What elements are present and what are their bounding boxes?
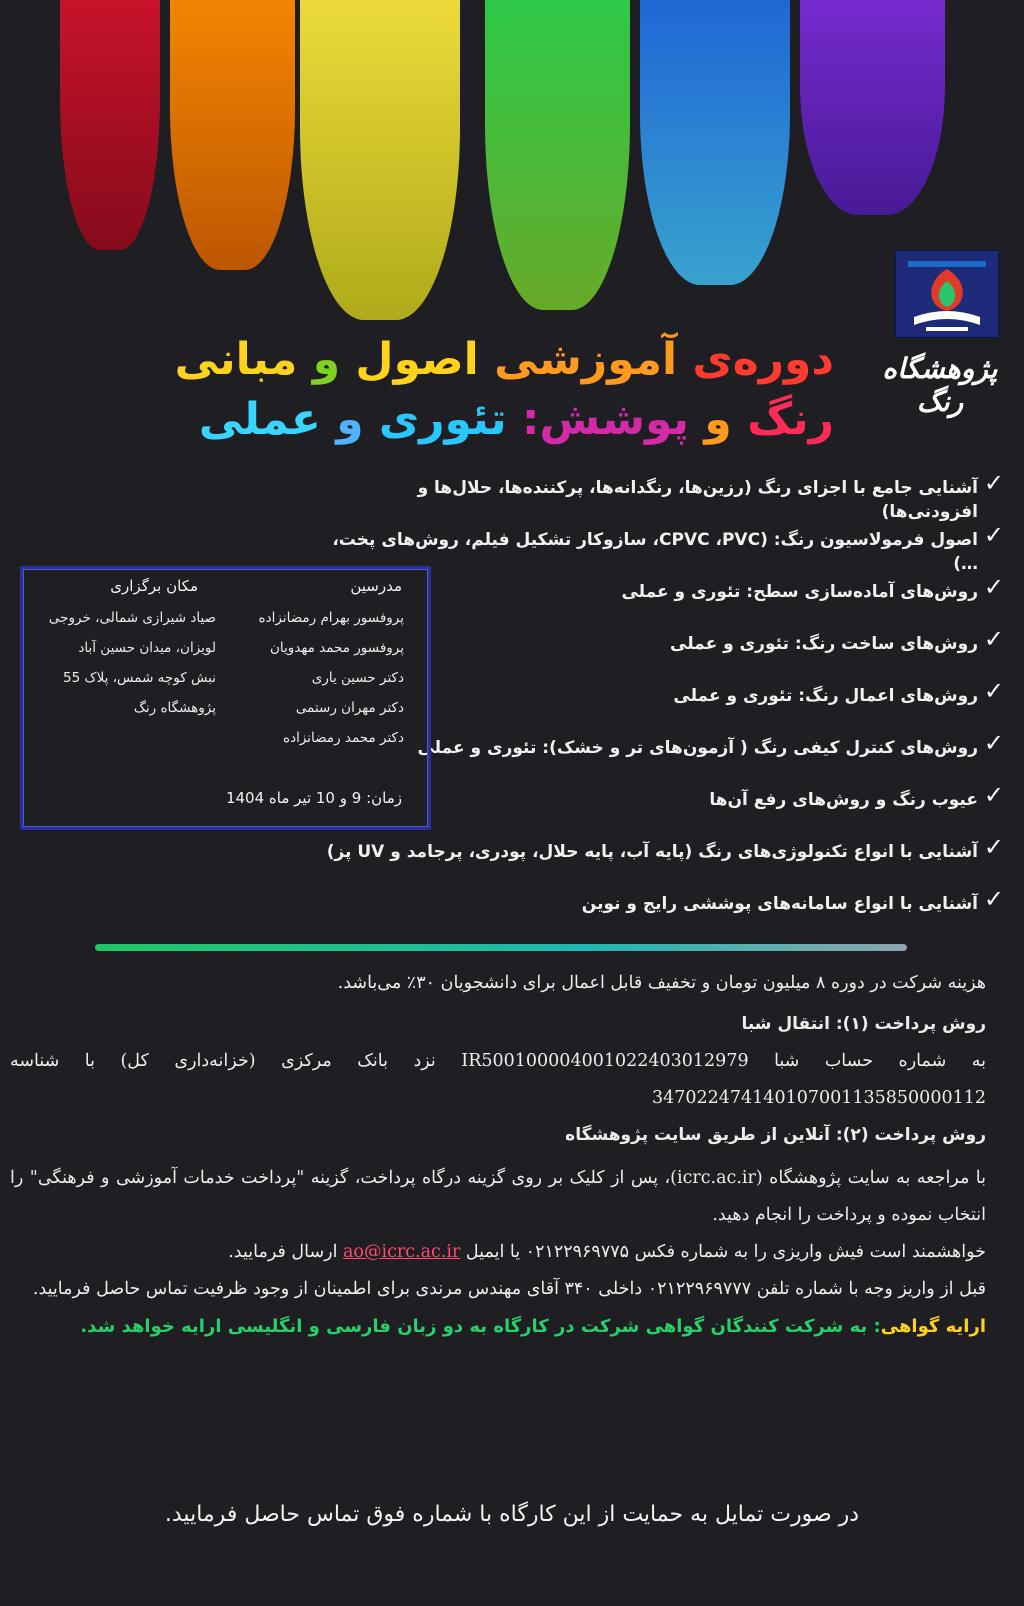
paint-stroke-purple bbox=[800, 0, 945, 215]
topic-item: ✓ روش‌های ساخت رنگ: تئوری و عملی bbox=[670, 625, 1004, 654]
check-icon: ✓ bbox=[983, 521, 1004, 549]
paint-stroke-green bbox=[485, 0, 630, 310]
closing-note: در صورت تمایل به حمایت از این کارگاه با شماره فوق تماس حاصل فرمایید. bbox=[164, 1502, 860, 1527]
topic-item: ✓ روش‌های کنترل کیفی رنگ ( آزمون‌های تر و خشک): تئوری و عملی bbox=[417, 729, 1004, 758]
check-icon: ✓ bbox=[983, 729, 1004, 757]
payment-method-1-heading: روش پرداخت (۱): انتقال شبا bbox=[741, 1014, 986, 1034]
paint-stroke-blue bbox=[640, 0, 790, 285]
title-word: عملی bbox=[198, 394, 321, 445]
payment-method-2-heading: روش پرداخت (۲): آنلاین از طریق سایت پژوهشگاه bbox=[565, 1125, 986, 1145]
payment-method-1-text: به شماره حساب شبا IR500100004001022403012979 نزد بانک مرکزی (خزانه‌داری کل) با شناسه 347022474140107001135850000112 bbox=[10, 1051, 987, 1108]
check-icon: ✓ bbox=[983, 781, 1004, 809]
instructor-name: پروفسور بهرام رمضانزاده bbox=[258, 610, 404, 626]
instructor-name: پروفسور محمد مهدویان bbox=[270, 640, 404, 656]
topic-item: ✓ عیوب رنگ و روش‌های رفع آن‌ها bbox=[709, 781, 1004, 810]
topic-item: ✓ آشنایی با انواع تکنولوژی‌های رنگ (پایه آب، پایه حلال، پودری، پرجامد و UV پز) bbox=[326, 833, 1004, 862]
title-word: اصول bbox=[340, 334, 479, 385]
topic-item: ✓ روش‌های آماده‌سازی سطح: تئوری و عملی bbox=[621, 573, 1004, 602]
payment-method-2-text: با مراجعه به سایت پژوهشگاه (icrc.ac.ir)، پس از کلیک بر روی گزینه درگاه پرداخت، گزینه "پرداخت خدمات آموزشی و فرهنگی" را انتخاب نموده و پرداخت را انجام دهید. bbox=[10, 1168, 986, 1225]
title-line-2 bbox=[94, 390, 834, 450]
logo-text: پژوهشگاه رنگ bbox=[882, 352, 998, 418]
check-icon: ✓ bbox=[983, 625, 1004, 653]
certificate-note: ارایه گواهی: به شرکت کنندگان گواهی شرکت در کارگاه به دو زبان فارسی و انگلیسی ارایه خواهد شد. bbox=[80, 1316, 986, 1337]
receipt-instructions: خواهشمند است فیش واریزی را به شماره فکس ۰۲۱۲۲۹۶۹۷۷۵ یا ایمیل ao@icrc.ac.ir ارسال فرمایید. bbox=[228, 1242, 986, 1262]
title-word: مبانی bbox=[174, 334, 298, 385]
check-icon: ✓ bbox=[983, 677, 1004, 705]
course-title bbox=[94, 330, 834, 450]
topic-item: ✓ روش‌های اعمال رنگ: تئوری و عملی bbox=[673, 677, 1004, 706]
course-date: زمان: 9 و 10 تیر ماه 1404 bbox=[225, 789, 402, 807]
venue-address bbox=[36, 603, 216, 723]
check-icon: ✓ bbox=[983, 469, 1004, 497]
title-line-1 bbox=[94, 330, 834, 390]
venue-line: نبش کوچه شمس، پلاک 55 bbox=[63, 670, 216, 686]
instructors-heading: مدرسین bbox=[350, 577, 402, 595]
details-section bbox=[10, 965, 986, 1345]
title-word: تئوری bbox=[363, 394, 507, 445]
title-word: رنگ bbox=[731, 394, 834, 445]
paint-strokes-image bbox=[0, 0, 1024, 330]
institute-logo bbox=[895, 250, 999, 338]
divider-bar bbox=[95, 944, 907, 951]
venue-line: صیاد شیرازی شمالی، خروجی bbox=[48, 610, 216, 626]
paint-stroke-red bbox=[60, 0, 160, 250]
title-word: پوشش: bbox=[506, 394, 690, 445]
title-word: و bbox=[297, 334, 341, 385]
instructor-name: دکتر محمد رمضانزاده bbox=[283, 730, 404, 746]
check-icon: ✓ bbox=[983, 833, 1004, 861]
title-word: و bbox=[320, 394, 364, 445]
instructors-list bbox=[259, 603, 404, 753]
topic-item: ✓ آشنایی با انواع سامانه‌های پوششی رایج و نوین bbox=[581, 885, 1004, 914]
instructor-name: دکتر مهران رستمی bbox=[295, 700, 404, 716]
check-icon: ✓ bbox=[983, 573, 1004, 601]
certificate-label: ارایه گواهی bbox=[880, 1316, 986, 1337]
venue-heading: مکان برگزاری bbox=[110, 577, 198, 595]
email-link[interactable]: ao@icrc.ac.ir bbox=[343, 1242, 461, 1262]
instructor-name: دکتر حسین یاری bbox=[311, 670, 404, 686]
call-instructions: قبل از واریز وجه با شماره تلفن ۰۲۱۲۲۹۶۹۷۷۷ داخلی ۳۴۰ آقای مهندس مرندی برای اطمینان از وجود ظرفیت تماس حاصل فرمایید. bbox=[32, 1279, 986, 1299]
paint-stroke-yellow bbox=[300, 0, 460, 320]
topic-item: ✓ آشنایی جامع با اجزای رنگ (رزین‌ها، رنگدانه‌ها، پرکننده‌ها، حلال‌ها و افزودنی‌ها) bbox=[417, 469, 1004, 522]
title-word: دوره‌ی bbox=[677, 334, 834, 385]
venue-line: پژوهشگاه رنگ bbox=[133, 700, 216, 716]
title-word: آموزشی bbox=[478, 334, 678, 385]
venue-line: لویزان، میدان حسین آباد bbox=[78, 640, 216, 656]
topic-item: ✓ اصول فرمولاسیون رنگ: (CPVC ،PVC، سازوکار تشکیل فیلم، روش‌های پخت، …) bbox=[332, 521, 1004, 574]
paint-stroke-orange bbox=[170, 0, 295, 270]
info-box bbox=[20, 566, 431, 830]
fee-text: هزینه شرکت در دوره ۸ میلیون تومان و تخفیف قابل اعمال برای دانشجویان ۳۰٪ می‌باشد. bbox=[337, 973, 986, 993]
check-icon: ✓ bbox=[983, 885, 1004, 913]
title-word: و bbox=[689, 394, 732, 445]
